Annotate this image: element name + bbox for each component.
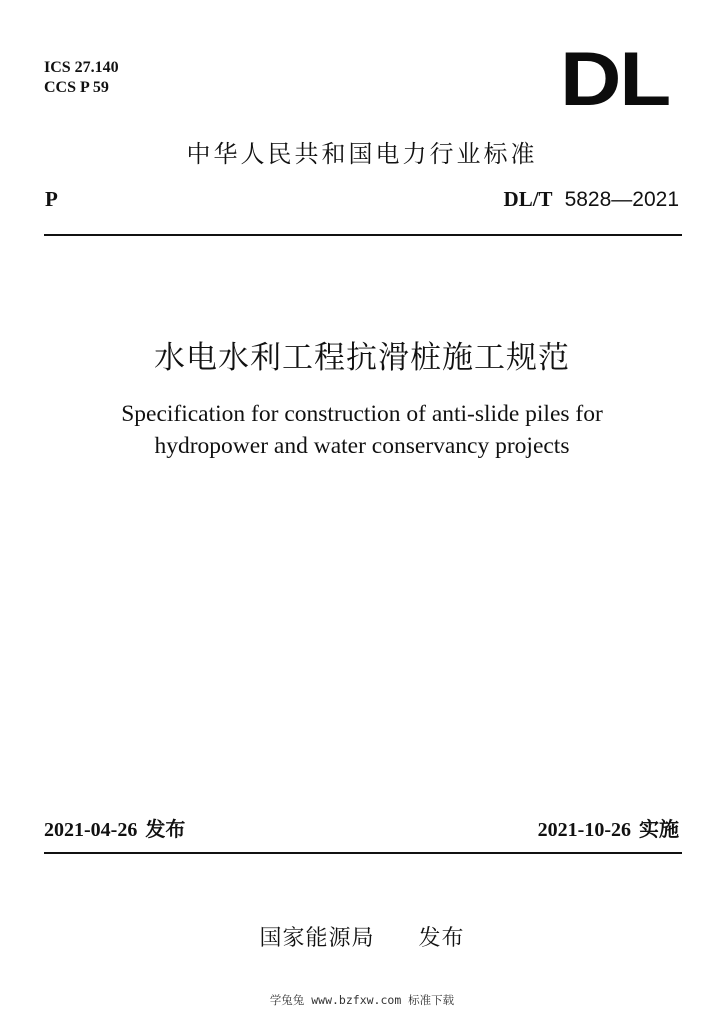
issue-label: 发布 [145, 817, 186, 841]
publisher-organization: 国家能源局 [259, 926, 375, 951]
ics-code: ICS 27.140 [44, 59, 119, 76]
ics-ccs-block [44, 58, 119, 98]
footer-watermark-text: 学兔兔 www.bzfxw.com 标准下载 [269, 993, 455, 1007]
ccs-code: CCS P 59 [44, 79, 109, 96]
issue-date-block [44, 816, 185, 843]
issue-date: 2021-04-26 [44, 819, 138, 841]
implement-label: 实施 [639, 817, 679, 841]
title-english [0, 398, 724, 462]
industry-standard-heading: 中华人民共和国电力行业标准 [186, 140, 538, 168]
title-chinese: 水电水利工程抗滑桩施工规范 [154, 340, 570, 376]
title-english-line-2: hydropower and water conservancy projects [154, 433, 570, 459]
dl-logo: DL [560, 37, 669, 122]
title-english-line-1: Specification for construction of anti-slide piles for [121, 401, 603, 427]
classification-letter: P [45, 187, 58, 211]
top-divider [44, 234, 682, 236]
publisher-line [0, 924, 724, 954]
standard-number-value: 5828—2021 [564, 188, 679, 211]
implement-date-block [538, 816, 679, 843]
publisher-action: 发布 [418, 926, 465, 951]
implement-date: 2021-10-26 [537, 819, 631, 841]
bottom-divider [44, 852, 682, 854]
standard-number [504, 186, 679, 213]
standard-number-prefix: DL/T [503, 187, 553, 211]
